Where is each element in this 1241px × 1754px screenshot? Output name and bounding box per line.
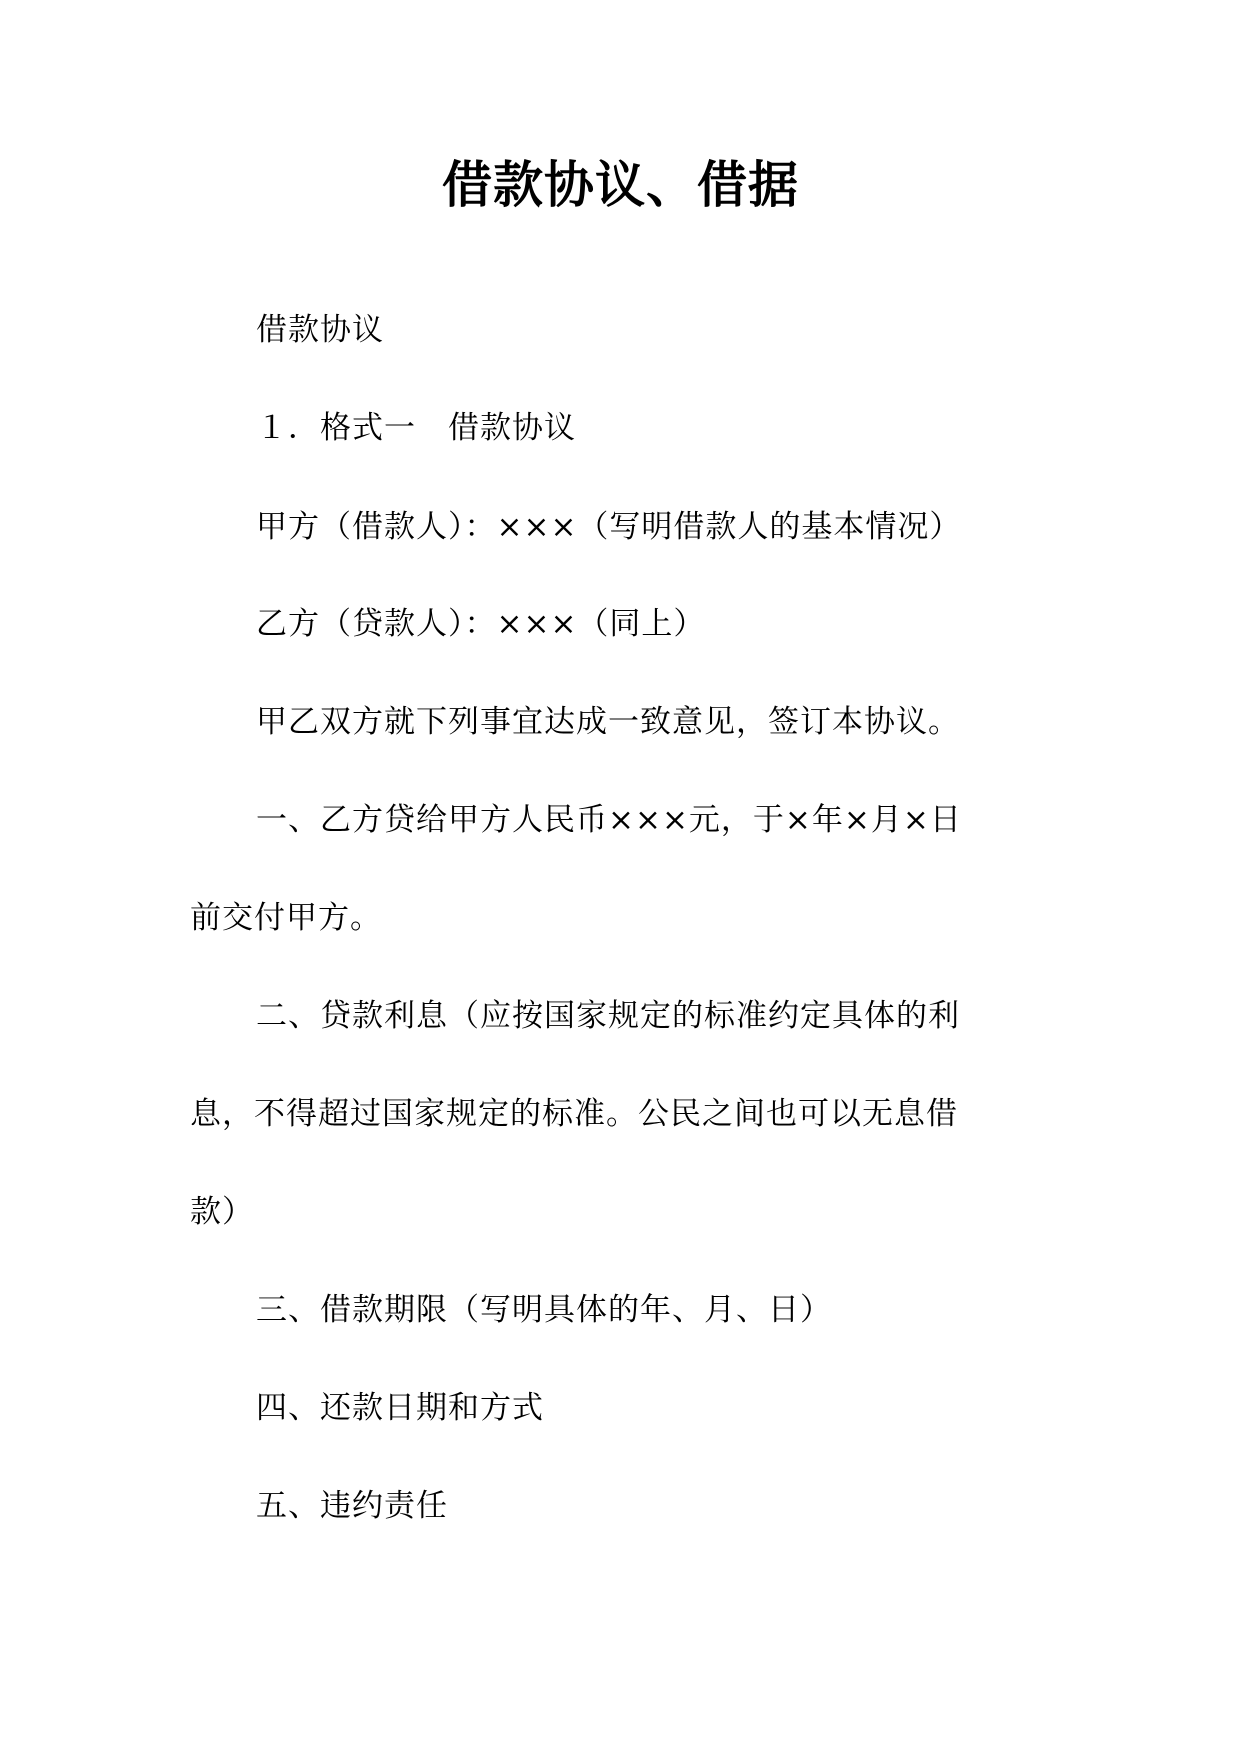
- clause-2-line-3: 款）: [190, 1194, 254, 1230]
- document-title: 借款协议、借据: [442, 155, 799, 214]
- clause-1-line-2: 前交付甲方。: [190, 900, 382, 936]
- clause-2-line-1: 二、贷款利息（应按国家规定的标准约定具体的利: [256, 998, 960, 1034]
- clause-4-line: 四、还款日期和方式: [256, 1390, 544, 1426]
- clause-3-line: 三、借款期限（写明具体的年、月、日）: [256, 1292, 832, 1328]
- clause-2-line-2: 息，不得超过国家规定的标准。公民之间也可以无息借: [190, 1096, 958, 1132]
- clause-5-line: 五、违约责任: [256, 1488, 448, 1524]
- agreement-intro: 甲乙双方就下列事宜达成一致意见，签订本协议。: [256, 704, 960, 740]
- clause-1-line-1: 一、乙方贷给甲方人民币×××元，于×年×月×日: [256, 802, 962, 838]
- format-heading: １．格式一 借款协议: [256, 410, 576, 446]
- party-b-line: 乙方（贷款人）：×××（同上）: [256, 606, 706, 642]
- party-a-line: 甲方（借款人）：×××（写明借款人的基本情况）: [256, 509, 962, 545]
- section-heading: 借款协议: [256, 312, 384, 348]
